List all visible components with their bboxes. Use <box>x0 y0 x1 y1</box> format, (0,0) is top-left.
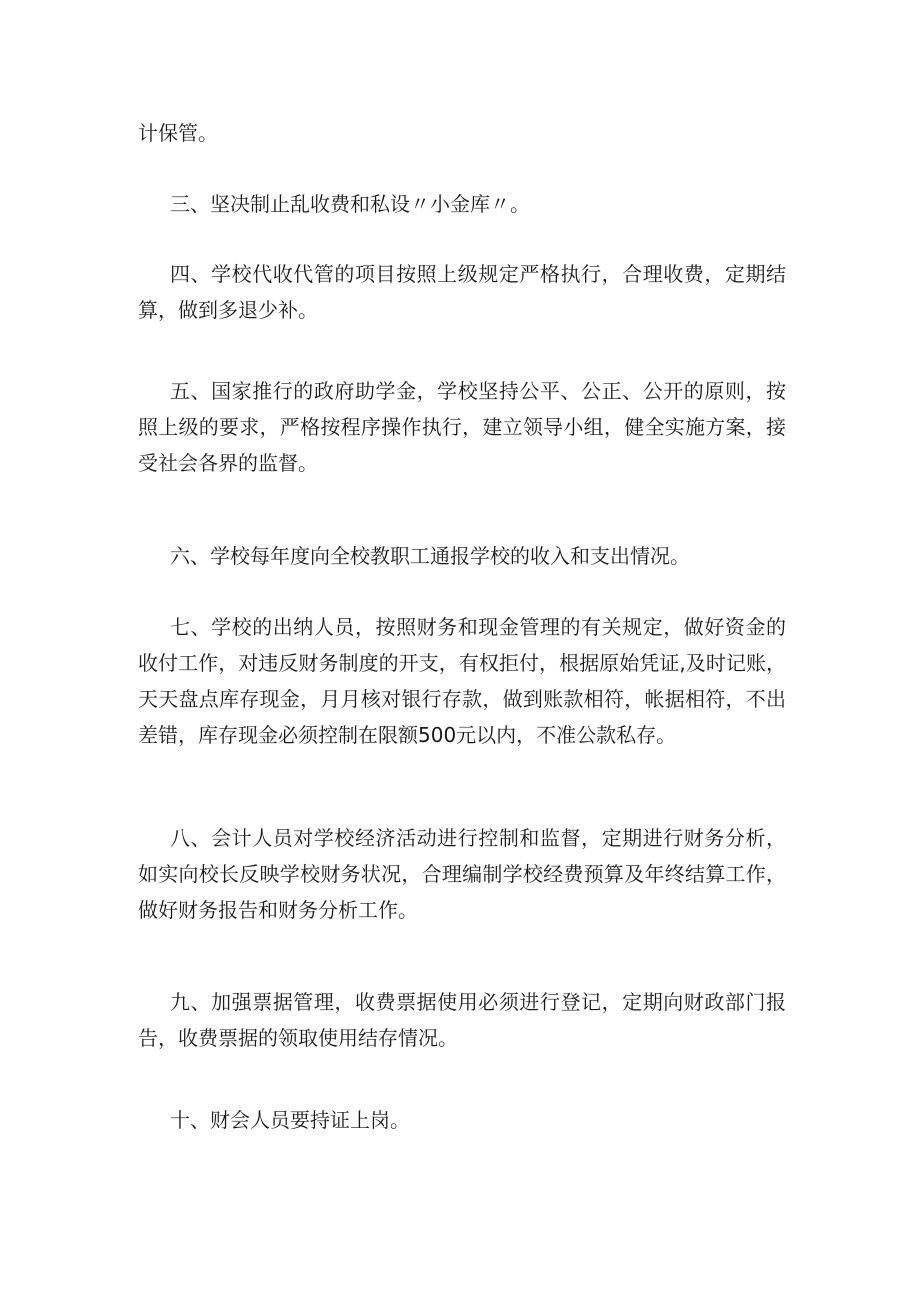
paragraph-7: 七、学校的出纳人员，按照财务和现金管理的有关规定，做好资金的收付工作，对违反财务制度的开支，有权拒付，根据原始凭证,及时记账，天天盘点库存现金，月月核对银行存款，做到账款相符，帐据相符，不出差错，库存现金必须控制在限额500元以内，不准公款私存。 <box>138 615 786 747</box>
paragraph-5: 五、国家推行的政府助学金，学校坚持公平、公正、公开的原则，按照上级的要求，严格按程序操作执行，建立领导小组，健全实施方案，接受社会各界的监督。 <box>138 379 786 475</box>
paragraph-4: 四、学校代收代管的项目按照上级规定严格执行，合理收费，定期结算，做到多退少补。 <box>138 262 786 322</box>
paragraph-6: 六、学校每年度向全校教职工通报学校的收入和支出情况。 <box>170 544 690 568</box>
paragraph-8: 八、会计人员对学校经济活动进行控制和监督，定期进行财务分析，如实向校长反映学校财务状况，合理编制学校经费预算及年终结算工作，做好财务报告和财务分析工作。 <box>138 826 786 922</box>
paragraph-10: 十、财会人员要持证上岗。 <box>170 1108 410 1132</box>
paragraph-continuation: 计保管。 <box>138 121 218 145</box>
paragraph-3: 三、坚决制止乱收费和私设〃小金库〃。 <box>170 192 530 216</box>
paragraph-9: 九、加强票据管理，收费票据使用必须进行登记，定期向财政部门报告，收费票据的领取使用结存情况。 <box>138 990 786 1050</box>
